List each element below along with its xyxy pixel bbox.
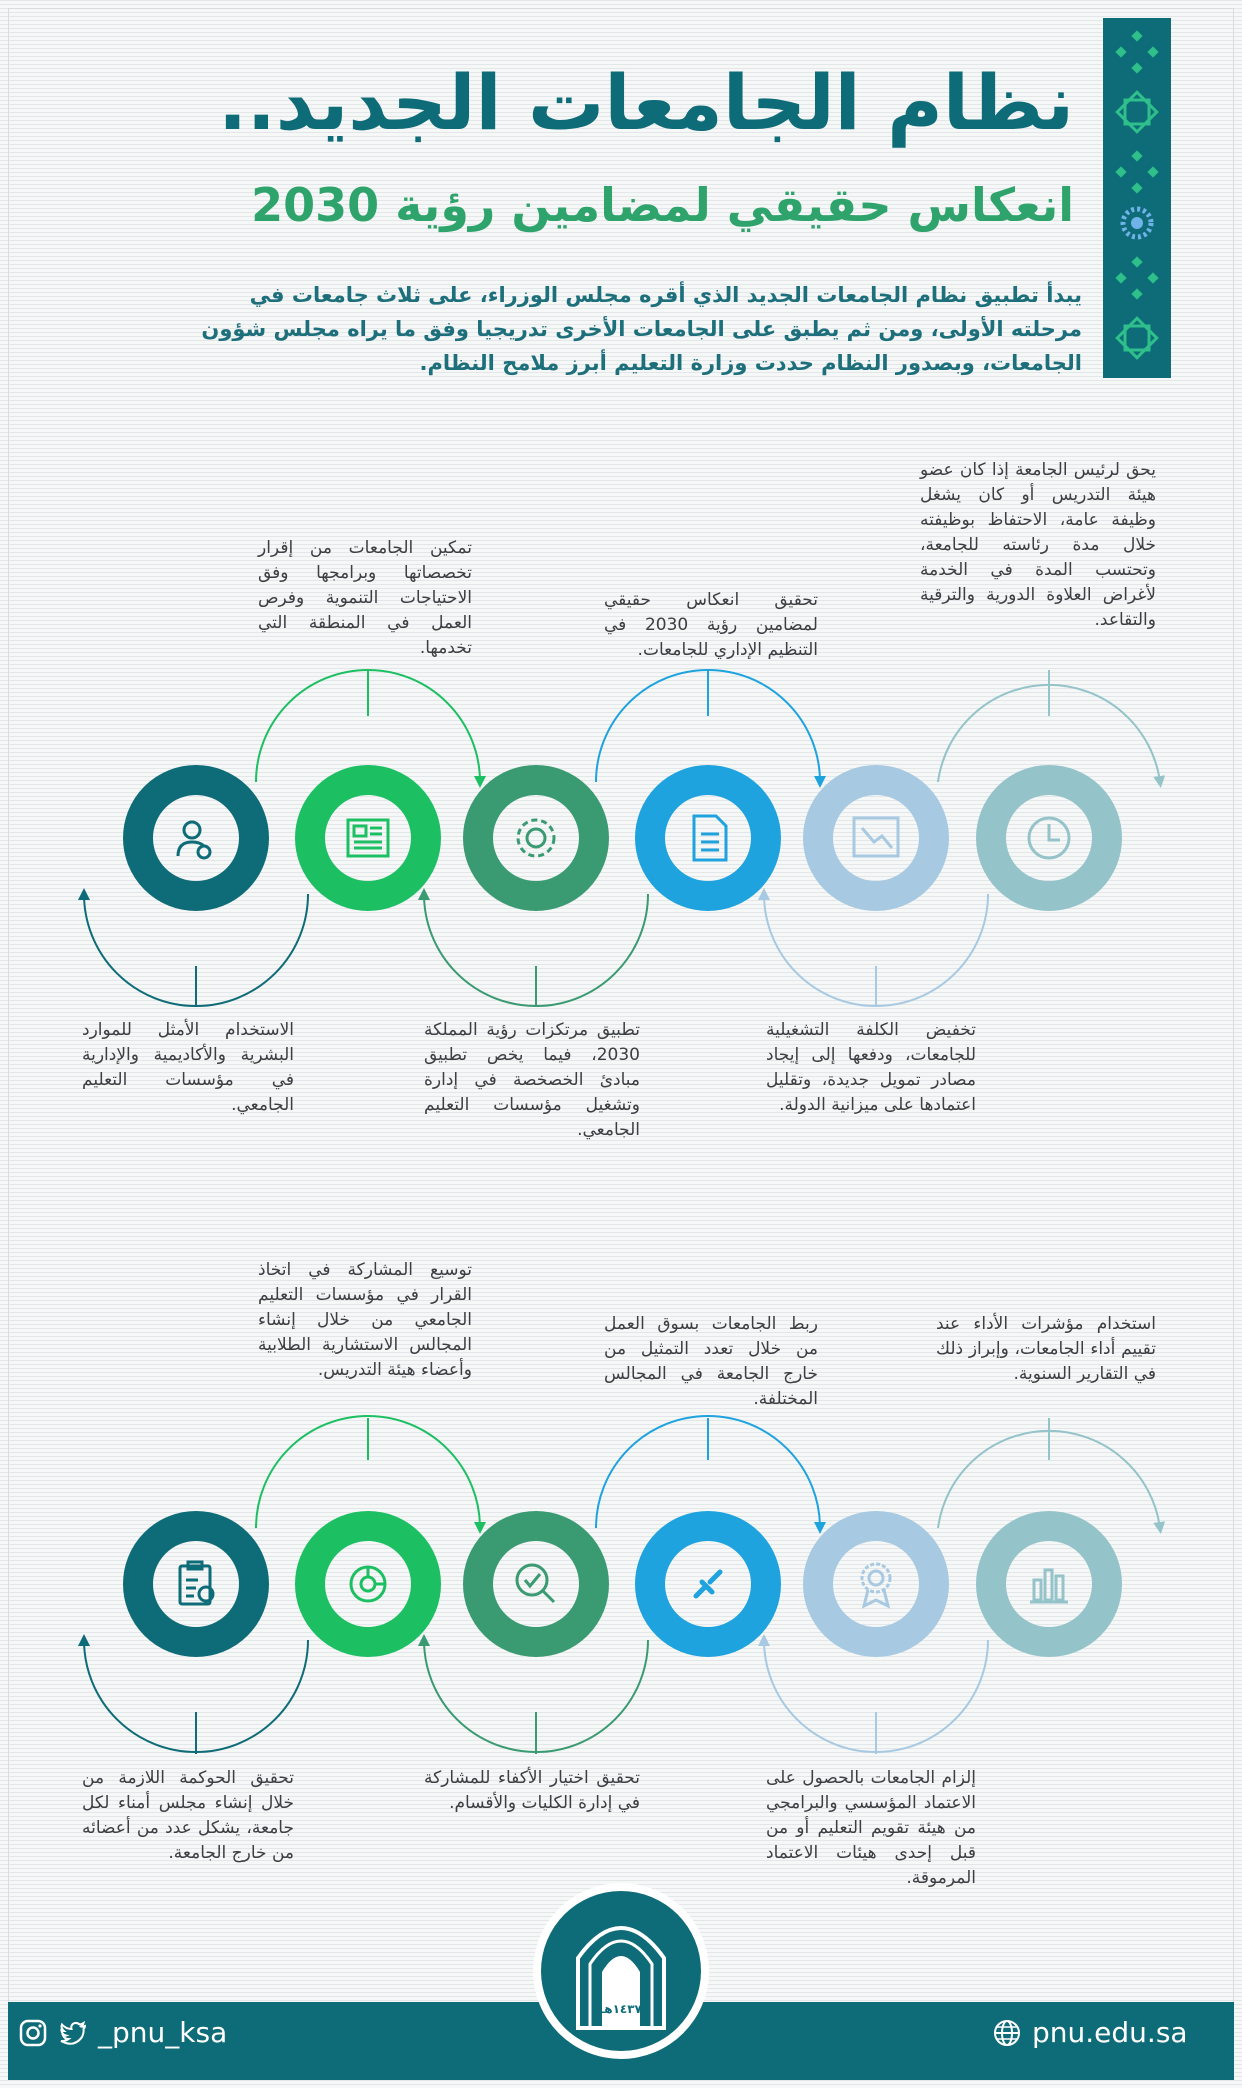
row2-item-6-text: تحقيق الحوكمة اللازمة من خلال إنشاء مجلس أمناء لكل جامعة، يشكل عدد من أعضائه من خارج الجامعة. [82, 1768, 294, 1863]
row2-rings [138, 1526, 1107, 1642]
row1-item-2-text: تخفيض الكلفة التشغيلية للجامعات، ودفعها إلى إيجاد مصادر تمويل جديدة، وتقليل اعتمادها على ميزانية الدولة. [766, 1020, 976, 1115]
twitter-icon[interactable] [58, 2018, 88, 2048]
row2-item-5-text: توسيع المشاركة في اتخاذ القرار في مؤسسات التعليم الجامعي من خلال إنشاء المجالس الاستشارية الطلابية وأعضاء هيئة التدريس. [258, 1260, 472, 1380]
footer-handle-text[interactable]: _pnu_ksa [98, 2016, 228, 2049]
row2-item-2-text: إلزام الجامعات بالحصول على الاعتماد المؤسسي والبرامجي من هيئة تقويم التعليم أو من قبل إحدى هيئات الاعتماد المرموقة. [766, 1768, 976, 1888]
globe-icon [992, 2018, 1022, 2048]
logo-year-text: ١٤٣٧هـ [600, 2002, 642, 2016]
search-check-icon [517, 1565, 554, 1602]
intro-paragraph: يبدأ تطبيق نظام الجامعات الجديد الذي أقره مجلس الوزراء، على ثلاث جامعات في مرحلته الأولى، ومن ثم يطبق على الجامعات الأخرى تدريجيا وفق ما يراه مجلس شؤون الجامعات، وبصدور النظام حددت وزارة التعليم أبرز ملامح النظام. [201, 283, 1082, 375]
user-gear-icon [178, 822, 210, 858]
row2-item-3-text: ربط الجامعات بسوق العمل من خلال تعدد التمثيل من خارج الجامعة في المجالس المختلفة. [604, 1314, 818, 1409]
row1-item-3-text: تحقيق انعكاس حقيقي لمضامين رؤية 2030 في التنظيم الإداري للجامعات. [604, 590, 818, 660]
instagram-icon[interactable] [18, 2018, 48, 2048]
clock-icon [1029, 818, 1069, 858]
row1-item-5-text: تمكين الجامعات من إقرار تخصصاتها وبرامجها وفق الاحتياجات التنموية وفرص العمل في المنطقة التي تخدمها. [258, 538, 472, 658]
newspaper-icon [348, 820, 388, 856]
footer-social[interactable] [18, 2016, 227, 2049]
document-icon [694, 816, 726, 860]
row2-item-4-text: تحقيق اختيار الأكفاء للمشاركة في إدارة الكليات والأقسام. [424, 1768, 640, 1813]
gear-icon [518, 820, 554, 856]
chart-down-icon [854, 818, 898, 856]
clipboard-check-icon [180, 1562, 213, 1604]
row2-item-1-text: استخدام مؤشرات الأداء عند تقييم أداء الجامعات، وإبراز ذلك في التقارير السنوية. [936, 1314, 1156, 1384]
row1-rings [138, 780, 1107, 896]
footer-website[interactable] [992, 2016, 1188, 2049]
link-icon [696, 1572, 720, 1596]
page-title: نظام الجامعات الجديد.. [218, 58, 1074, 147]
award-badge-icon [862, 1564, 890, 1606]
row1-item-1-text: يحق لرئيس الجامعة إذا كان عضو هيئة التدريس أو كان يشغل وظيفة عامة، الاحتفاظ بوظيفته خلال مدة رئاسته للجامعة، وتحتسب المدة في الخدمة لأغراض العلاوة الدورية والترقية والتقاعد. [920, 460, 1156, 630]
university-seal-icon [528, 1878, 714, 2064]
bar-chart-icon [1030, 1570, 1068, 1602]
row1-item-4-text: تطبيق مرتكزات رؤية المملكة 2030، فيما يخص تطبيق مبادئ الخصخصة في إدارة وتشغيل مؤسسات التعليم الجامعي. [424, 1020, 640, 1140]
footer-website-text[interactable]: pnu.edu.sa [1032, 2016, 1188, 2049]
university-logo [528, 1878, 714, 2064]
page-subtitle: انعكاس حقيقي لمضامين رؤية 2030 [251, 178, 1074, 232]
row1-item-6-text: الاستخدام الأمثل للموارد البشرية والأكاديمية والإدارية في مؤسسات التعليم الجامعي. [82, 1020, 294, 1115]
pie-chart-icon [351, 1567, 385, 1601]
